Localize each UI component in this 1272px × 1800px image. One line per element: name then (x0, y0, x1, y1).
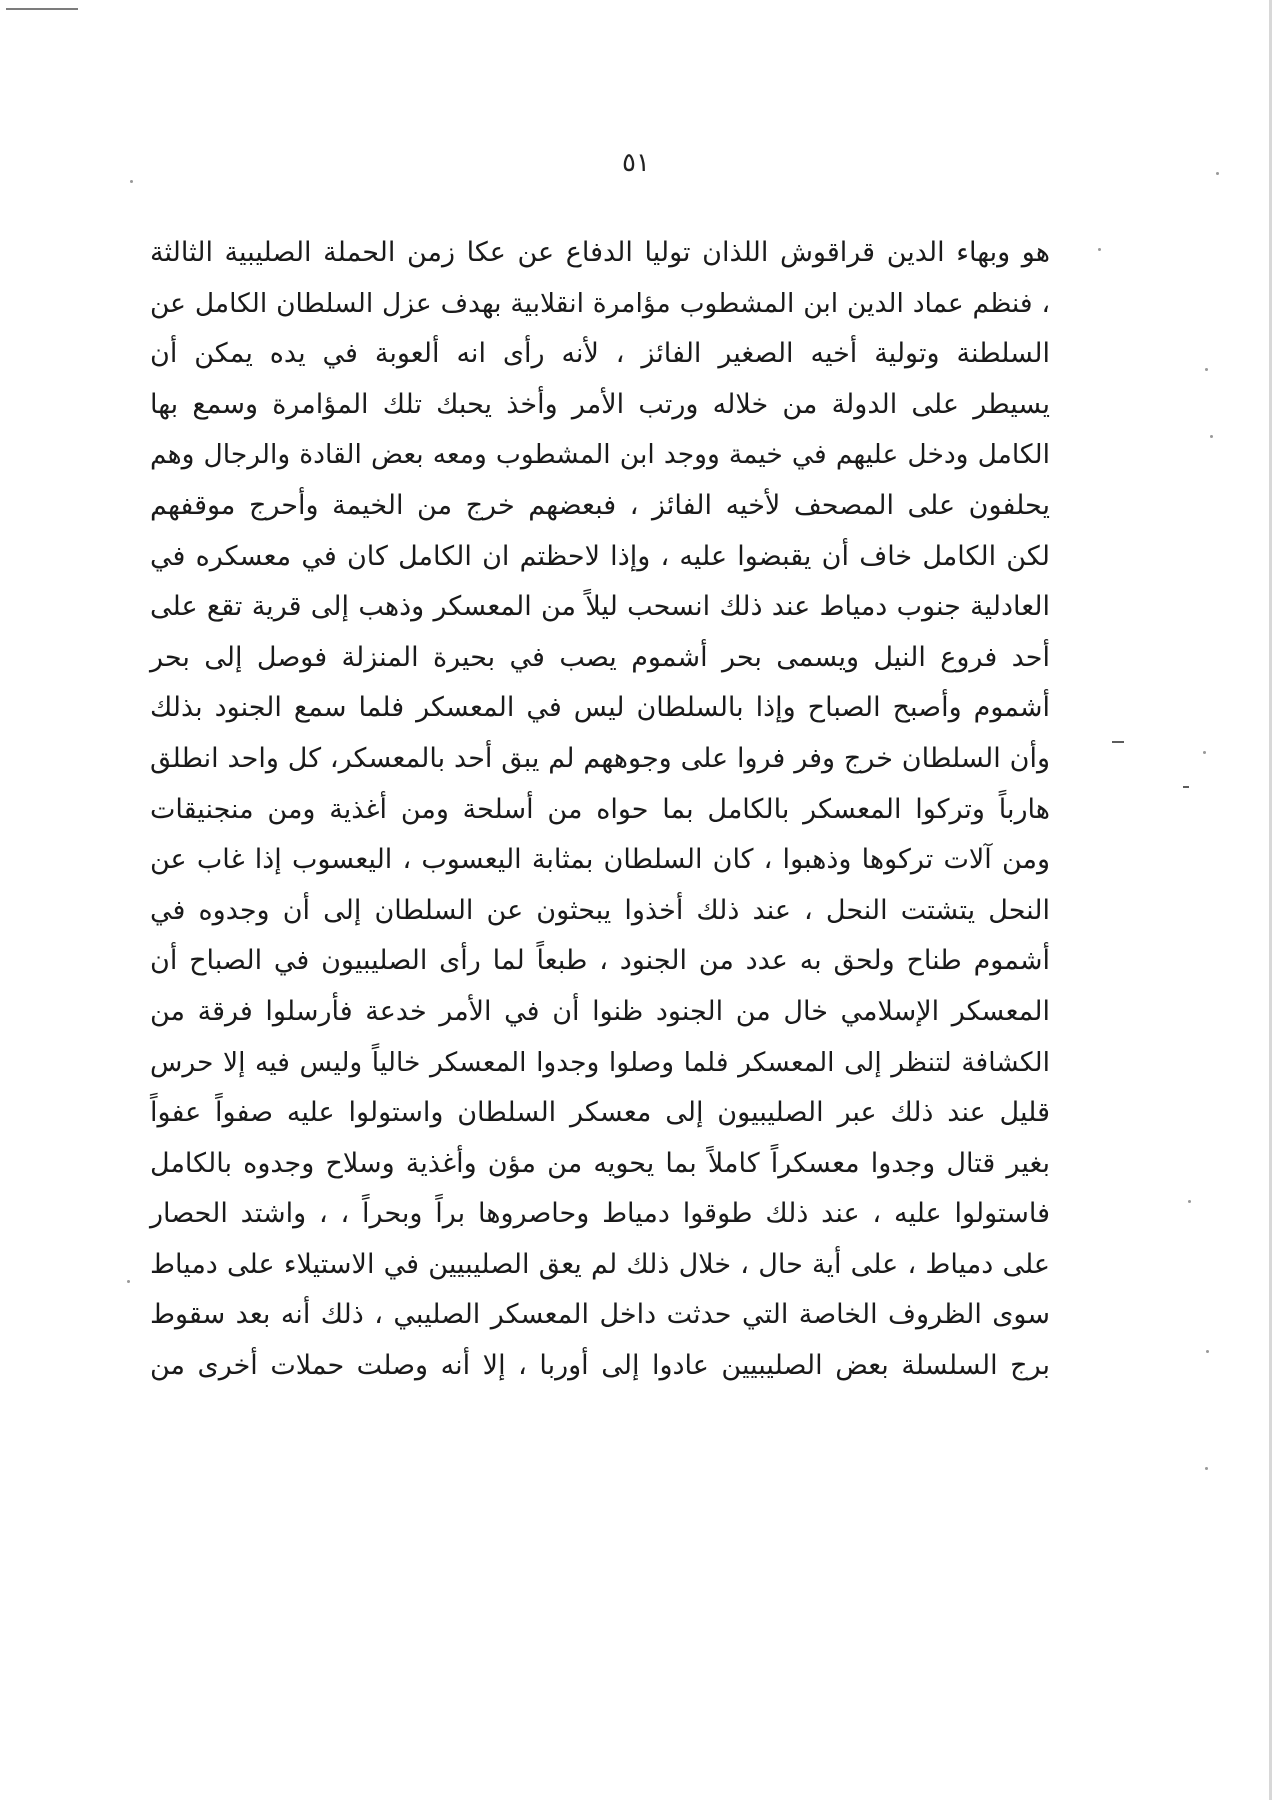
text-line: النحل يتشتت النحل ، عند ذلك أخذوا يبحثون عن السلطان إلى أن وجدوه في (150, 894, 1050, 926)
scan-mark (1112, 741, 1124, 743)
text-line: قليل عند ذلك عبر الصليبيون إلى معسكر السلطان واستولوا عليه صفواً عفواً (150, 1097, 1050, 1129)
scan-speck (1188, 1200, 1191, 1203)
text-line: الكامل ودخل عليهم في خيمة ووجد ابن المشطوب ومعه بعض القادة والرجال وهم (150, 439, 1050, 471)
text-line: وأن السلطان خرج وفر فروا على وجوههم لم يبق أحد بالمعسكر، كل واحد انطلق (150, 742, 1050, 774)
text-line: الكشافة لتنظر إلى المعسكر فلما وصلوا وجدوا المعسكر خالياً وليس فيه إلا حرس (150, 1046, 1050, 1078)
text-line: يحلفون على المصحف لأخيه الفائز ، فبعضهم خرج من الخيمة وأحرج موقفهم (150, 489, 1050, 521)
text-line: يسيطر على الدولة من خلاله ورتب الأمر وأخذ يحبك تلك المؤامرة وسمع بها (150, 388, 1050, 420)
text-line: أشموم طناح ولحق به عدد من الجنود ، طبعاً لما رأى الصليبيون في الصباح أن (150, 945, 1050, 977)
text-line: ومن آلات تركوها وذهبوا ، كان السلطان بمثابة اليعسوب ، اليعسوب إذا غاب عن (150, 844, 1050, 876)
text-line: العادلية جنوب دمياط عند ذلك انسحب ليلاً من المعسكر وذهب إلى قرية تقع على (150, 591, 1050, 623)
scan-speck (130, 180, 133, 183)
text-line: برج السلسلة بعض الصليبيين عادوا إلى أوربا ، إلا أنه وصلت حملات أخرى من (150, 1350, 1050, 1382)
text-line: على دمياط ، على أية حال ، خلال ذلك لم يعق الصليبيين في الاستيلاء على دمياط (150, 1248, 1050, 1280)
text-line: أحد فروع النيل ويسمى بحر أشموم يصب في بحيرة المنزلة فوصل إلى بحر (150, 641, 1050, 673)
scan-artifact-line (6, 8, 78, 10)
body-text (150, 228, 1050, 1392)
text-line: لكن الكامل خاف أن يقبضوا عليه ، وإذا لاحظتم ان الكامل كان في معسكره في (150, 540, 1050, 572)
text-line: السلطنة وتولية أخيه الصغير الفائز ، لأنه رأى انه ألعوبة في يده يمكن أن (150, 338, 1050, 370)
text-line: هارباً وتركوا المعسكر بالكامل بما حواه من أسلحة ومن أغذية ومن منجنيقات (150, 793, 1050, 825)
scan-speck (1206, 1350, 1209, 1353)
text-line: هو وبهاء الدين قراقوش اللذان توليا الدفاع عن عكا زمن الحملة الصليبية الثالثة (150, 237, 1050, 268)
text-line: فاستولوا عليه ، عند ذلك طوقوا دمياط وحاصروها براً وبحراً ، ، واشتد الحصار (150, 1198, 1050, 1230)
text-line: أشموم وأصبح الصباح وإذا بالسلطان ليس في المعسكر فلما سمع الجنود بذلك (150, 692, 1050, 724)
scan-speck (1205, 368, 1208, 371)
text-line: المعسكر الإسلامي خال من الجنود ظنوا أن في الأمر خدعة فأرسلوا فرقة من (150, 995, 1050, 1027)
scan-mark (1183, 786, 1189, 788)
text-line: سوى الظروف الخاصة التي حدثت داخل المعسكر الصليبي ، ذلك أنه بعد سقوط (150, 1299, 1050, 1331)
text-line: بغير قتال وجدوا معسكراً كاملاً بما يحويه من مؤن وأغذية وسلاح وجدوه بالكامل (150, 1147, 1050, 1179)
text-line: ، فنظم عماد الدين ابن المشطوب مؤامرة انقلابية بهدف عزل السلطان الكامل عن (150, 287, 1050, 319)
scan-speck (1205, 1467, 1208, 1470)
scan-speck (1098, 248, 1101, 251)
scan-speck (127, 1280, 130, 1283)
scan-speck (1203, 751, 1206, 754)
scan-speck (1210, 435, 1213, 438)
page-number: ٥١ (622, 148, 650, 178)
